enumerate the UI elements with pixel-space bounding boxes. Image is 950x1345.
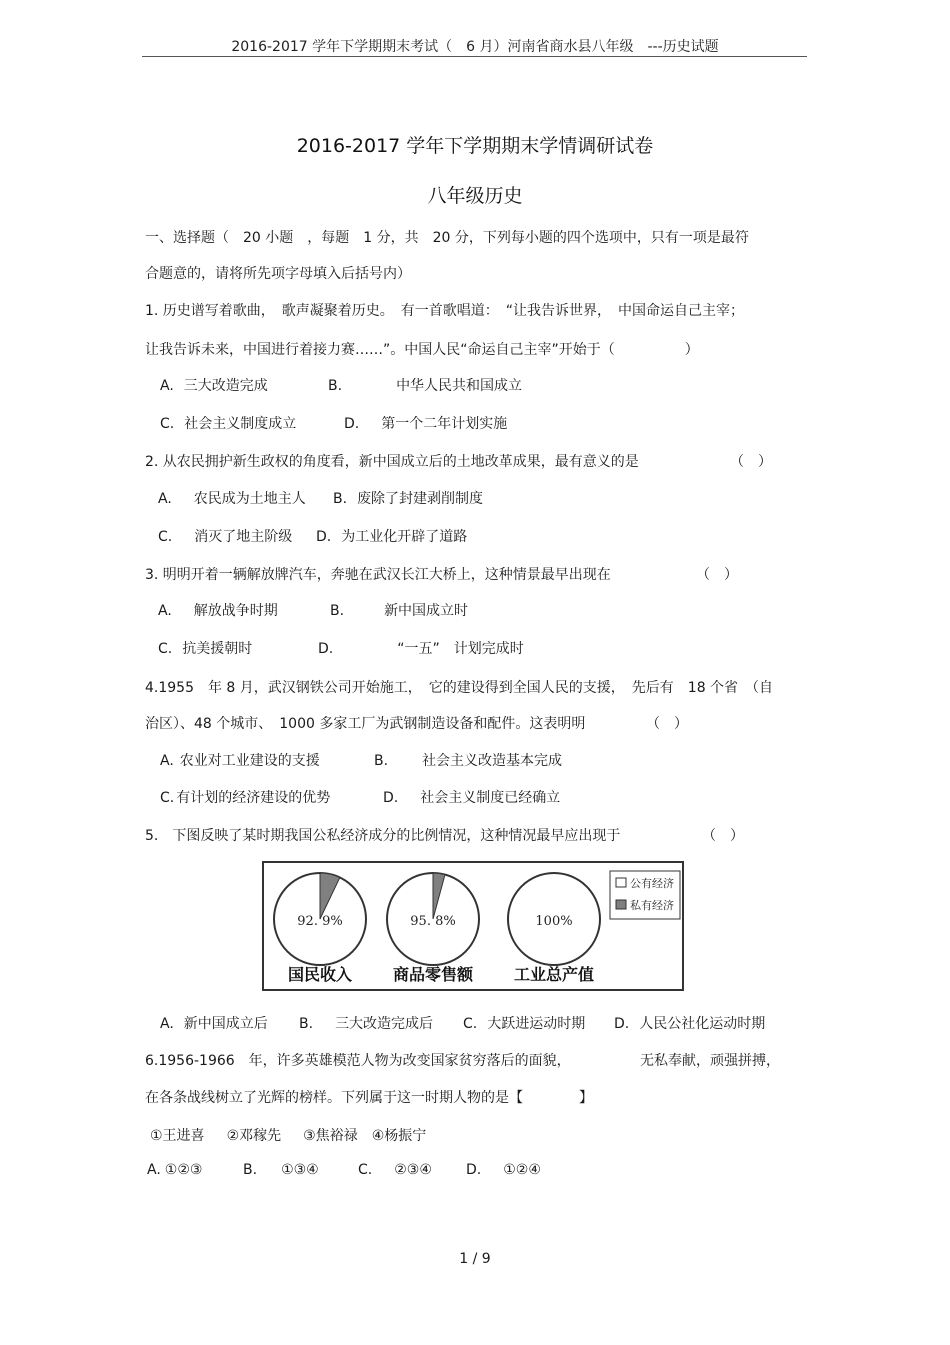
q1-stem-line-1: 1. 历史谱写着歌曲， 歌声凝聚着历史。 有一首歌唱道： “让我告诉世界， 中国命运自己主宰； — [145, 303, 745, 319]
q2-option-d — [316, 526, 467, 546]
q6-item-4: ④杨振宁 — [371, 1128, 427, 1144]
option-letter: D. — [344, 416, 360, 432]
option-text: ①②③ — [164, 1162, 203, 1178]
q4-option-d — [383, 787, 560, 807]
option-letter: A. — [160, 753, 174, 769]
option-text: ①③④ — [281, 1162, 319, 1178]
option-letter: C. — [160, 790, 175, 806]
section-intro-line-2: 合题意的，请将所先项字母填入后括号内） — [145, 266, 411, 282]
header-divider — [142, 56, 807, 57]
q6-items — [150, 1125, 426, 1145]
section-intro-line-1: 一、选择题（ 20 小题 ，每题 1 分，共 20 分，下列每小题的四个选项中，只有一项是最符 — [145, 230, 749, 246]
option-text: 消灭了地主阶级 — [194, 529, 293, 545]
option-letter: D. — [614, 1016, 630, 1032]
option-letter: D. — [383, 790, 399, 806]
running-header: 2016-2017 学年下学期期末考试（ 6 月）河南省商水县八年级 ---历史试题 — [231, 39, 719, 55]
q3-option-c — [158, 638, 252, 658]
option-text: ①②④ — [503, 1162, 541, 1178]
option-letter: D. — [466, 1162, 482, 1178]
option-text: 社会主义制度成立 — [184, 416, 297, 432]
pie-category-label: 商品零售额 — [392, 965, 474, 984]
option-text: 新中国成立时 — [384, 603, 469, 619]
q1-option-b — [328, 375, 522, 395]
exam-subtitle: 八年级历史 — [427, 185, 523, 207]
q3-stem: 3. 明明开着一辆解放牌汽车，奔驰在武汉长江大桥上，这种情景最早出现在 — [145, 567, 611, 583]
q6-stem-line-2: 在各条战线树立了光辉的榜样。下列属于这一时期人物的是【 】 — [145, 1090, 593, 1106]
option-text: 抗美援朝时 — [182, 641, 253, 657]
q6-stem-line-1: 6.1956-1966 年，许多英雄模范人物为改变国家贫穷落后的面貌， — [145, 1053, 571, 1069]
q6-option-b — [243, 1162, 319, 1178]
option-text: 社会主义改造基本完成 — [422, 753, 563, 769]
option-letter: C. — [158, 641, 173, 657]
option-text: 废除了封建剥削制度 — [357, 491, 484, 507]
q1-option-a — [160, 375, 268, 395]
q6-stem-line-1-end: 无私奉献，顽强拼搏， — [640, 1053, 780, 1069]
option-text: 有计划的经济建设的优势 — [176, 790, 331, 806]
option-text: 社会主义制度已经确立 — [420, 790, 561, 806]
option-letter: C. — [160, 416, 175, 432]
option-text: ②③④ — [394, 1162, 432, 1178]
q4-option-b — [374, 750, 562, 770]
option-letter: A. — [147, 1162, 161, 1178]
q6-item-1: ①王进喜 — [150, 1128, 205, 1144]
option-text: 农民成为土地主人 — [193, 491, 306, 507]
option-letter: C. — [158, 529, 173, 545]
q6-item-3: ③焦裕禄 — [303, 1128, 358, 1144]
q5-answer-bracket: （ ） — [702, 828, 744, 844]
option-letter: A. — [160, 1016, 174, 1032]
q1-option-c — [160, 413, 296, 433]
option-text: 大跃进运动时期 — [487, 1016, 586, 1032]
option-letter: D. — [316, 529, 332, 545]
pie-value-label: 92. 9% — [297, 914, 343, 929]
legend-swatch-private — [616, 900, 626, 909]
option-letter: B. — [299, 1016, 314, 1032]
option-letter: B. — [243, 1162, 258, 1178]
pie-category-label: 工业总产值 — [513, 965, 595, 984]
q3-option-a — [158, 600, 278, 620]
q5-option-b — [299, 1013, 433, 1033]
q4-stem-line-1: 4.1955 年 8 月，武汉钢铁公司开始施工， 它的建设得到全国人民的支援， 先后有 18 个省 （自 — [145, 680, 774, 696]
q1-stem-line-2: 让我告诉未来，中国进行着接力赛……”。中国人民“命运自己主宰”开始于（ ） — [145, 342, 699, 358]
q5-stem: 5. 下图反映了某时期我国公私经济成分的比例情况，这种情况最早应出现于 — [145, 828, 621, 844]
option-letter: D. — [318, 641, 334, 657]
option-text: 为工业化开辟了道路 — [341, 529, 468, 545]
legend-label-public: 公有经济 — [630, 877, 674, 890]
pie-category-label: 国民收入 — [287, 965, 353, 984]
q4-answer-bracket: （ ） — [646, 716, 688, 732]
legend-label-private: 私有经济 — [630, 899, 674, 912]
option-letter: B. — [374, 753, 389, 769]
option-text: 三大改造完成 — [183, 378, 268, 394]
exam-title: 2016-2017 学年下学期期末学情调研试卷 — [296, 135, 654, 157]
q6-item-2: ②邓稼先 — [226, 1128, 282, 1144]
option-text: 农业对工业建设的支援 — [179, 753, 320, 769]
q3-option-b — [330, 600, 468, 620]
legend-swatch-public — [616, 878, 626, 887]
option-text: “一五” 计划完成时 — [397, 641, 524, 657]
q2-option-b — [333, 488, 483, 508]
option-letter: C. — [463, 1016, 478, 1032]
option-letter: C. — [358, 1162, 373, 1178]
option-letter: B. — [328, 378, 343, 394]
q2-option-c — [158, 526, 292, 546]
option-text: 人民公社化运动时期 — [639, 1016, 766, 1032]
q6-option-d — [466, 1162, 541, 1178]
q1-option-d — [344, 413, 507, 433]
pie-value-label: 100% — [535, 914, 573, 929]
q4-stem-line-2: 治区）、48 个城市、 1000 多家工厂为武钢制造设备和配件。这表明明 — [145, 716, 586, 732]
option-text: 三大改造完成后 — [335, 1016, 434, 1032]
option-text: 中华人民共和国成立 — [396, 378, 523, 394]
q4-option-a — [160, 750, 320, 770]
page-number: 1 / 9 — [459, 1251, 491, 1267]
pie-value-label: 95. 8% — [410, 914, 456, 929]
option-text: 第一个二年计划实施 — [381, 416, 508, 432]
q5-option-d — [614, 1013, 765, 1033]
q2-stem: 2. 从农民拥护新生政权的角度看，新中国成立后的土地改革成果，最有意义的是 — [145, 454, 639, 470]
q5-option-c — [463, 1013, 585, 1033]
q2-answer-bracket: （ ） — [730, 454, 772, 470]
option-text: 新中国成立后 — [183, 1016, 268, 1032]
option-letter: A. — [158, 603, 172, 619]
option-letter: A. — [158, 491, 172, 507]
option-text: 解放战争时期 — [193, 603, 278, 619]
q3-option-d — [318, 638, 524, 658]
q3-answer-bracket: （ ） — [696, 567, 738, 583]
q6-option-a — [147, 1162, 202, 1178]
q6-option-c — [358, 1162, 432, 1178]
ownership-pie-chart — [262, 861, 684, 991]
q5-option-a — [160, 1013, 268, 1033]
option-letter: A. — [160, 378, 174, 394]
pie-chart-canvas — [264, 863, 682, 989]
q2-option-a — [158, 488, 306, 508]
q4-option-c — [160, 787, 330, 807]
option-letter: B. — [333, 491, 348, 507]
option-letter: B. — [330, 603, 345, 619]
